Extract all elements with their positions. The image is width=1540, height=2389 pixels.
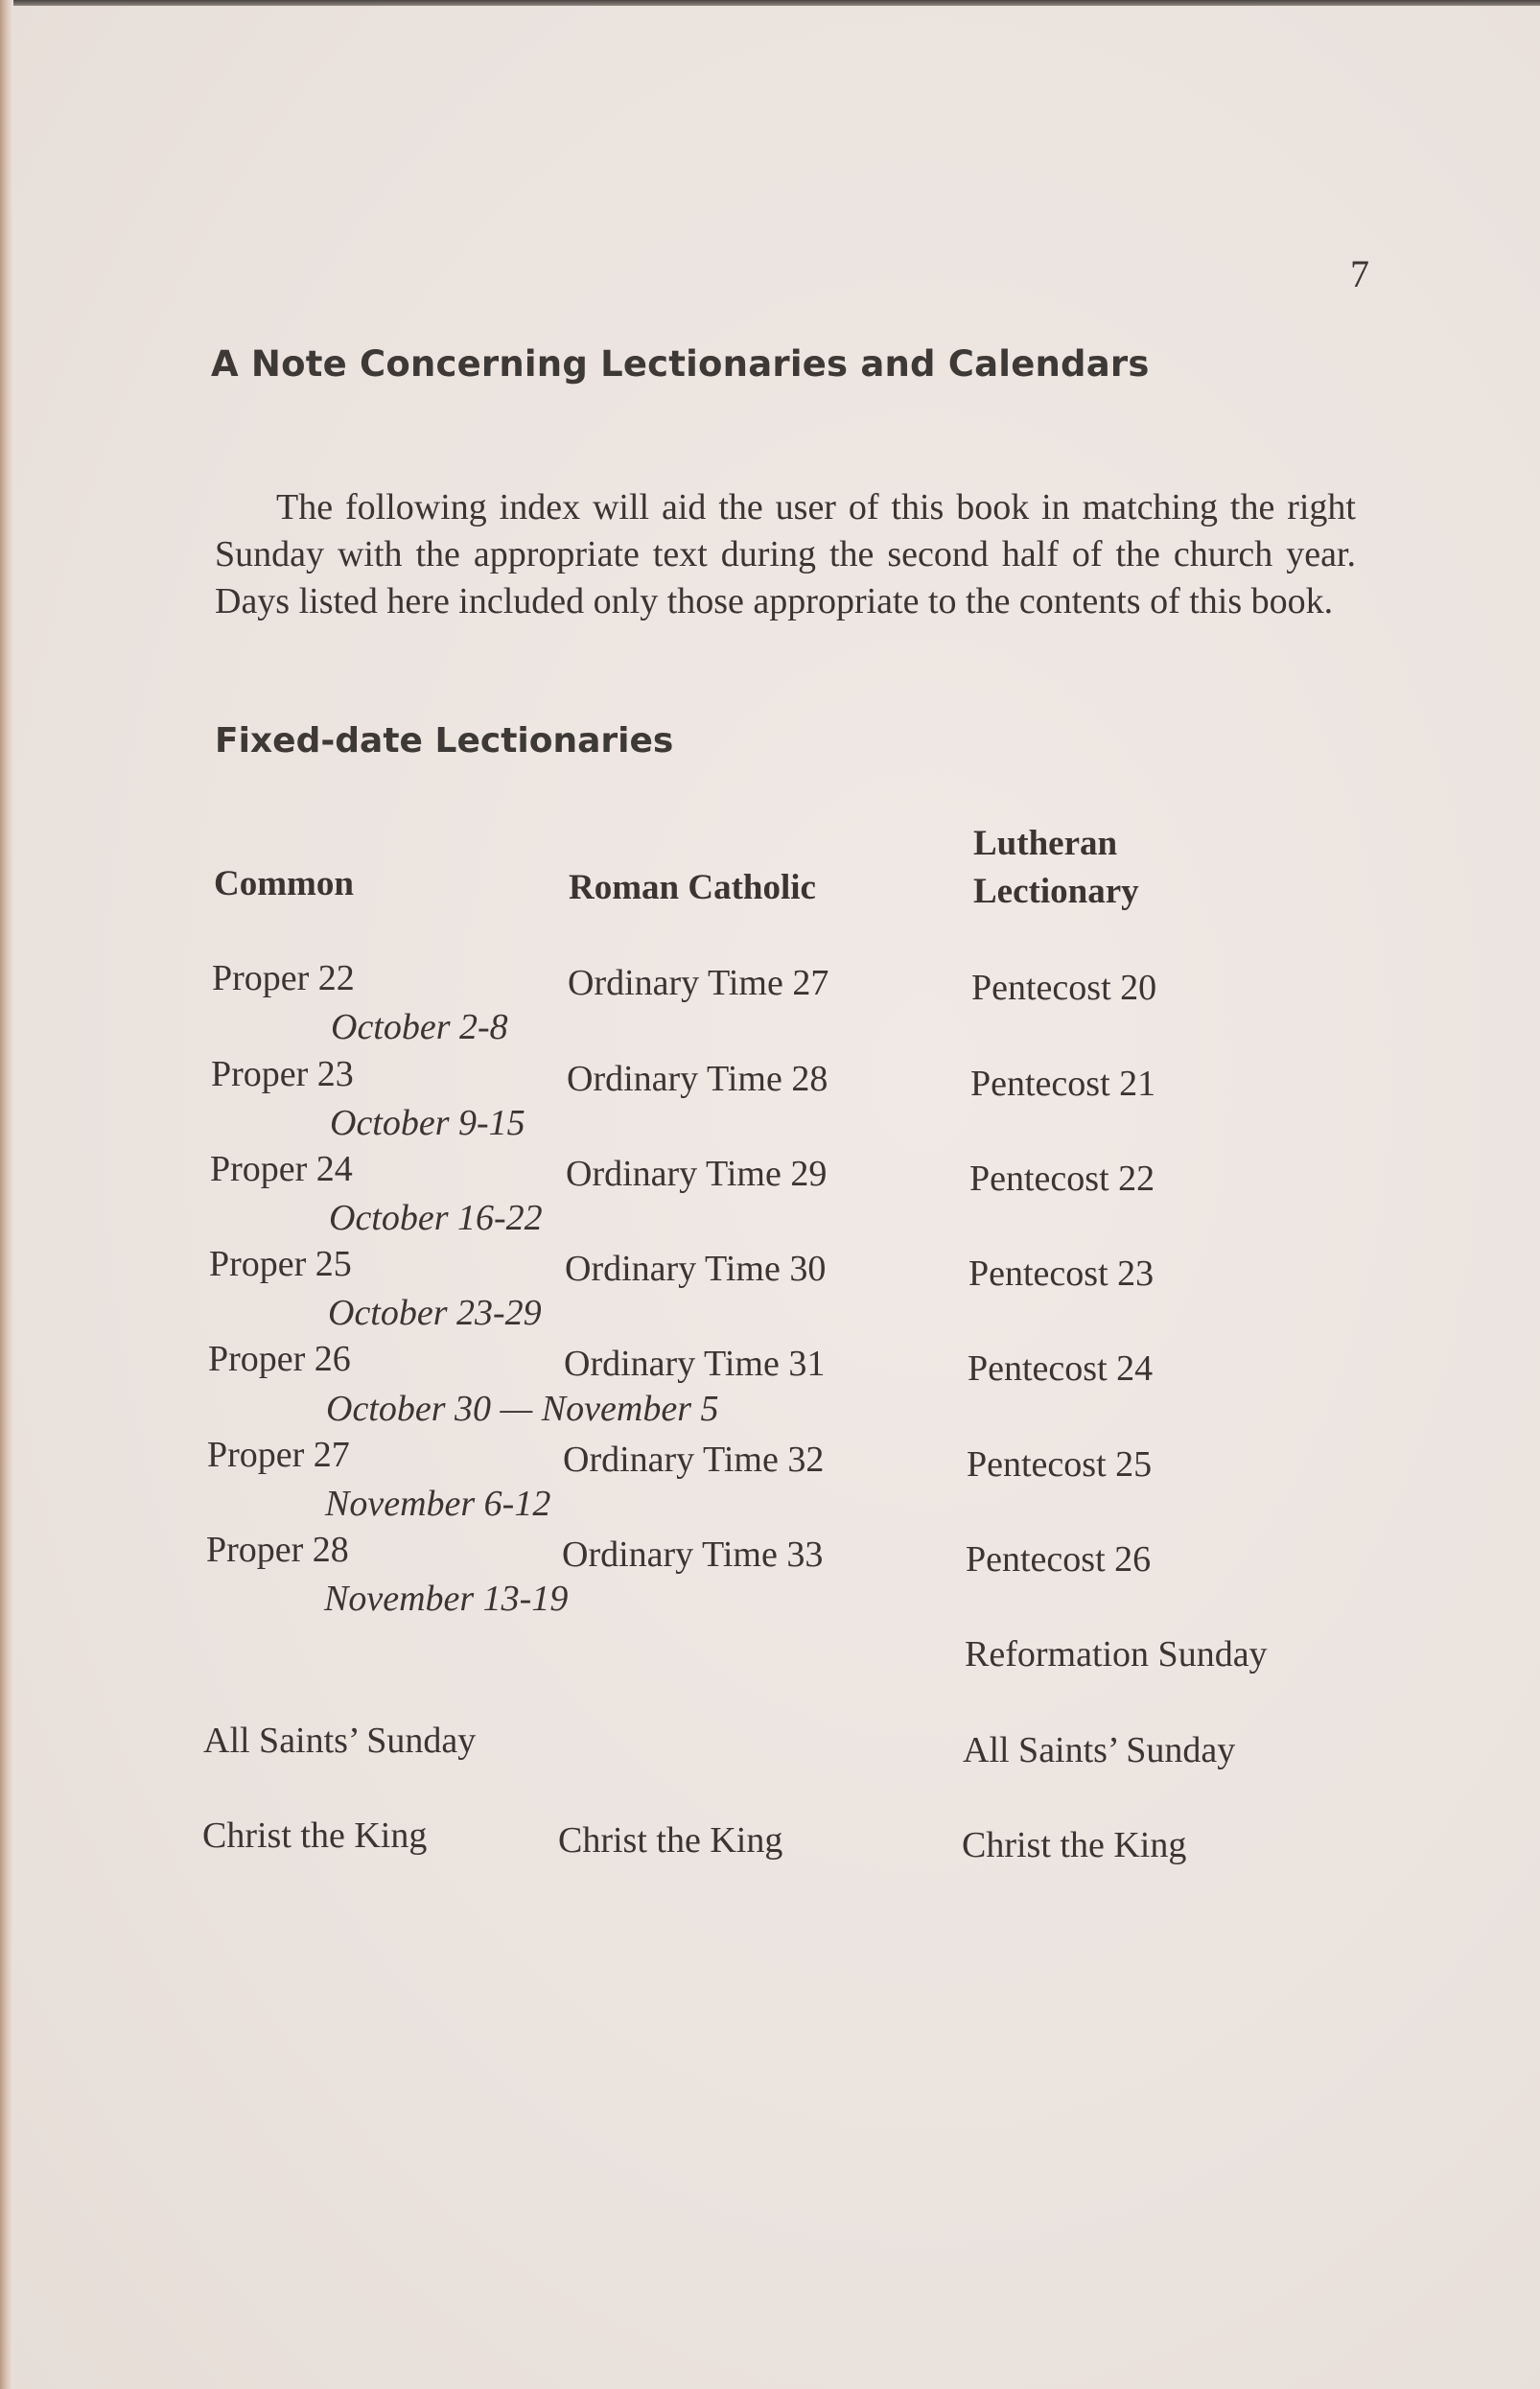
column-header-lutheran-line1: Lutheran bbox=[973, 824, 1118, 863]
table-row-lutheran: Pentecost 25 bbox=[967, 1444, 1153, 1485]
table-row-roman: Ordinary Time 33 bbox=[562, 1534, 824, 1575]
table-row-date: November 6-12 bbox=[325, 1484, 551, 1524]
table-row-date: October 23-29 bbox=[328, 1293, 542, 1333]
table-row-common: Proper 22 bbox=[212, 958, 355, 998]
all-saints-lutheran: All Saints’ Sunday bbox=[963, 1730, 1236, 1770]
page-top-edge bbox=[0, 0, 1540, 6]
page-binding-edge bbox=[0, 0, 13, 2389]
table-row-lutheran: Pentecost 26 bbox=[966, 1539, 1152, 1580]
table-row-roman: Ordinary Time 32 bbox=[563, 1440, 825, 1480]
table-row-common: Proper 26 bbox=[208, 1339, 351, 1379]
column-header-common: Common bbox=[214, 864, 354, 903]
table-row-lutheran: Pentecost 20 bbox=[971, 968, 1157, 1008]
table-row-roman: Ordinary Time 27 bbox=[568, 963, 829, 1003]
table-row-date: October 16-22 bbox=[329, 1198, 543, 1238]
table-row-common: Proper 28 bbox=[206, 1530, 349, 1570]
table-row-date: October 2-8 bbox=[331, 1007, 508, 1047]
table-row-common: Proper 25 bbox=[209, 1244, 352, 1284]
table-row-common: Proper 27 bbox=[207, 1435, 350, 1475]
column-header-lutheran-line2: Lectionary bbox=[973, 872, 1139, 911]
table-row-roman: Ordinary Time 31 bbox=[564, 1344, 826, 1384]
table-row-lutheran: Pentecost 23 bbox=[968, 1253, 1155, 1294]
table-row-date: October 30 — November 5 bbox=[326, 1389, 719, 1429]
table-row-date: October 9-15 bbox=[330, 1103, 525, 1143]
table-row-common: Proper 24 bbox=[210, 1149, 353, 1189]
christ-the-king-roman: Christ the King bbox=[558, 1820, 783, 1861]
table-row-lutheran: Pentecost 21 bbox=[970, 1064, 1156, 1104]
all-saints-common: All Saints’ Sunday bbox=[203, 1721, 477, 1761]
christ-the-king-lutheran: Christ the King bbox=[962, 1825, 1187, 1865]
page-title: A Note Concerning Lectionaries and Calendars bbox=[211, 343, 1150, 385]
column-header-roman-catholic: Roman Catholic bbox=[569, 868, 816, 907]
table-row-common: Proper 23 bbox=[211, 1054, 354, 1094]
table-row-roman: Ordinary Time 29 bbox=[566, 1154, 828, 1194]
table-row-roman: Ordinary Time 30 bbox=[565, 1249, 827, 1289]
table-row-date: November 13-19 bbox=[324, 1579, 569, 1619]
table-row-lutheran: Pentecost 22 bbox=[969, 1159, 1155, 1199]
table-row-roman: Ordinary Time 28 bbox=[567, 1059, 828, 1099]
table-row-lutheran: Pentecost 24 bbox=[968, 1348, 1154, 1389]
page-number: 7 bbox=[1350, 252, 1369, 295]
christ-the-king-common: Christ the King bbox=[202, 1815, 428, 1856]
reformation-sunday-lutheran: Reformation Sunday bbox=[965, 1634, 1268, 1675]
intro-paragraph: The following index will aid the user of this book in matching the right Sunday with the appropriate text during the second half of the church year. Days listed here included only those appropriate to the contents of this book. bbox=[215, 487, 1356, 621]
section-heading: Fixed-date Lectionaries bbox=[215, 721, 674, 761]
